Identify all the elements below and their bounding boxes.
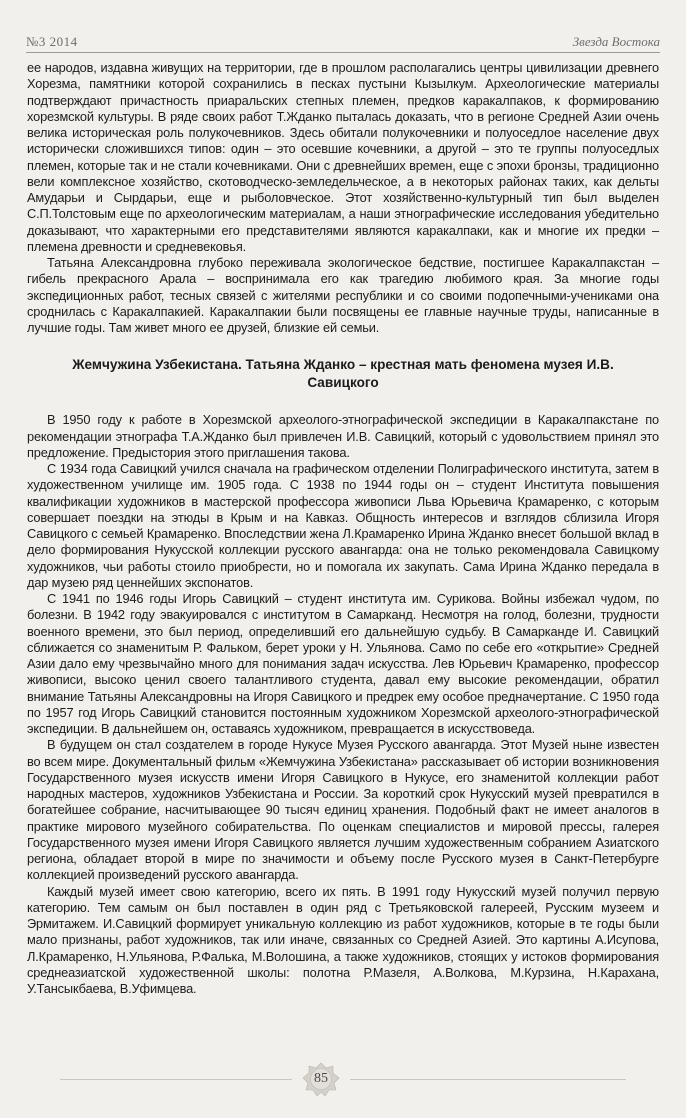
paragraph: С 1934 года Савицкий учился сначала на графическом отделении Полиграфического института, затем в художественном училище им. 1905 года. С 1938 по 1944 годы он – студент Института повышения квалификации художников в мастерской профессора живописи Льва Юрьевича Крамаренко, с которым совершает поездки на этюды в Крым и на Кавказ. Общность интересов и взглядов сблизила Игоря Савицкого с семьей Крамаренко. Впоследствии жена Л.Крамаренко Ирина Жданко внесет большой вклад в дело формирования Нукусской коллекции русского авангарда: она не только рекомендовала Савицкому художников, чьи работы стоило приобрести, но и помогала их закупать. Сама Ирина Жданко передала в дар музею ряд ценнейших экспонатов. [27,461,659,590]
article-body [27,60,659,997]
section-heading: Жемчужина Узбекистана. Татьяна Жданко – крестная мать феномена музея И.В. Савицкого [72,357,614,391]
paragraph: Каждый музей имеет свою категорию, всего их пять. В 1991 году Нукусский музей получил первую категорию. Тем самым он был поставлен в один ряд с Третьяковской галереей, Русским музеем и Эрмитажем. И.Савицкий формирует уникальную коллекцию из работ художников, которые в те годы были мало признаны, работ художников, так или иначе, связанных со Средней Азией. Это картины А.Исупова, Л.Крамаренко, Н.Ульянова, Р.Фалька, М.Волошина, а также художников, стоящих у истоков формирования среднеазиатской художественной школы: полотна Р.Мазеля, А.Волкова, М.Курзина, Н.Карахана, У.Тансыкбаева, В.Уфимцева. [27,883,659,996]
paragraph: В будущем он стал создателем в городе Нукусе Музея Русского авангарда. Этот Музей ныне известен во всем мире. Документальный фильм «Жемчужина Узбекистана» рассказывает об истории возникновения Государственного музея искусств имени Игоря Савицкого в Нукусе, его знаменитой коллекции работ народных мастеров, художников Узбекистана и России. За короткий срок Нукусский музей превратился в богатейшее собрание, насчитывающее 90 тысяч единиц хранения. Подобный факт не имеет аналогов в практике мирового музейного собирательства. По оценкам специалистов и мировой прессы, галерея Государственного музея имени Игоря Савицкого является лучшим художественным собранием Азиатского региона, обладает второй в мире по значимости и объему после Русского музея в Санкт-Петербурге коллекцией произведений русского авангарда. [27,737,659,883]
page-number-badge [301,1062,341,1098]
page-number: 85 [314,1071,328,1086]
paragraph: Татьяна Александровна глубоко переживала экологическое бедствие, постигшее Каракалпакстан – гибель прекрасного Арала – воспринимала его как трагедию любимого края. За многие годы экспедиционных работ, тесных связей с жителями республики и со своими подопечными-учениками она сроднилась с Каракалпакией. Каракалпакии были посвящены ее главные научные труды, написанные в лучшие годы. Там живет много ее друзей, близкие ей семьи. [27,255,659,335]
paragraph: ее народов, издавна живущих на территории, где в прошлом располагались центры цивилизации древнего Хорезма, памятники которой сохранились в песках пустыни Кызылкум. Археологические материалы подтверждают причастность приаральских степных племен, предков каракалпаков, к формированию хорезмской культуры. В ряде своих работ Т.Жданко пыталась доказать, что в регионе Средней Азии очень велика историческая роль полукочевников. Здесь обитали полукочевники и полуоседлое население двух исторически сложившихся типов: один – это осевшие кочевники, а другой – это те группы полуоседлых племен, которые так и не стали кочевниками. Они с древнейших времен, еще с эпохи бронзы, традиционно вели комплексное хозяйство, скотоводческо-земледельческое, а в некоторых районах таких, как дельты Амударьи и Сырдарьи, еще и рыболовческое. Этот хозяйственно-культурный тип был выделен С.П.Толстовым еще по археологическим материалам, а наши этнографические исследования убедительно доказывают, что характерными его представителями являются каракалпаки, как и многие их предки – племена древности и средневековья. [27,60,659,254]
footer-rule-right [350,1079,626,1080]
page-footer [0,1062,686,1098]
running-header [26,32,660,53]
journal-title: Звезда Востока [572,34,660,49]
footer-rule-left [60,1079,292,1080]
paragraph: С 1941 по 1946 годы Игорь Савицкий – студент института им. Сурикова. Войны избежал чудом, по болезни. В 1942 году эвакуировался с институтом в Самарканд. Несмотря на голод, болезни, трудности военного времени, это был период, определивший его дальнейшую судьбу. В Самарканде И. Савицкий сближается со знаменитым Р. Фальком, берет уроки у Н. Ульянова. Само по себе его «открытие» Средней Азии дало ему чрезвычайно много для понимания задач искусства. Лев Юрьевич Крамаренко, профессор живописи, высоко ценил своего талантливого студента, давал ему высокие рекомендации, обратил внимание Татьяны Александровны на Игоря Савицкого и предрек ему особое предначертание. С 1950 года по 1957 год Игорь Савицкий становится постоянным художником Хорезмской археолого-этнографической экспедиции. В дальнейшем он, оставаясь художником, превращается в искусствоведа. [27,591,659,736]
paragraph: В 1950 году к работе в Хорезмской археолого-этнографической экспедиции в Каракалпакстане по рекомендации этнографа Т.А.Жданко был привлечен И.В. Савицкий, который с удовольствием принял это предложение. Предыстория этого приглашения такова. [27,412,659,460]
issue-number: №3 2014 [26,34,78,49]
